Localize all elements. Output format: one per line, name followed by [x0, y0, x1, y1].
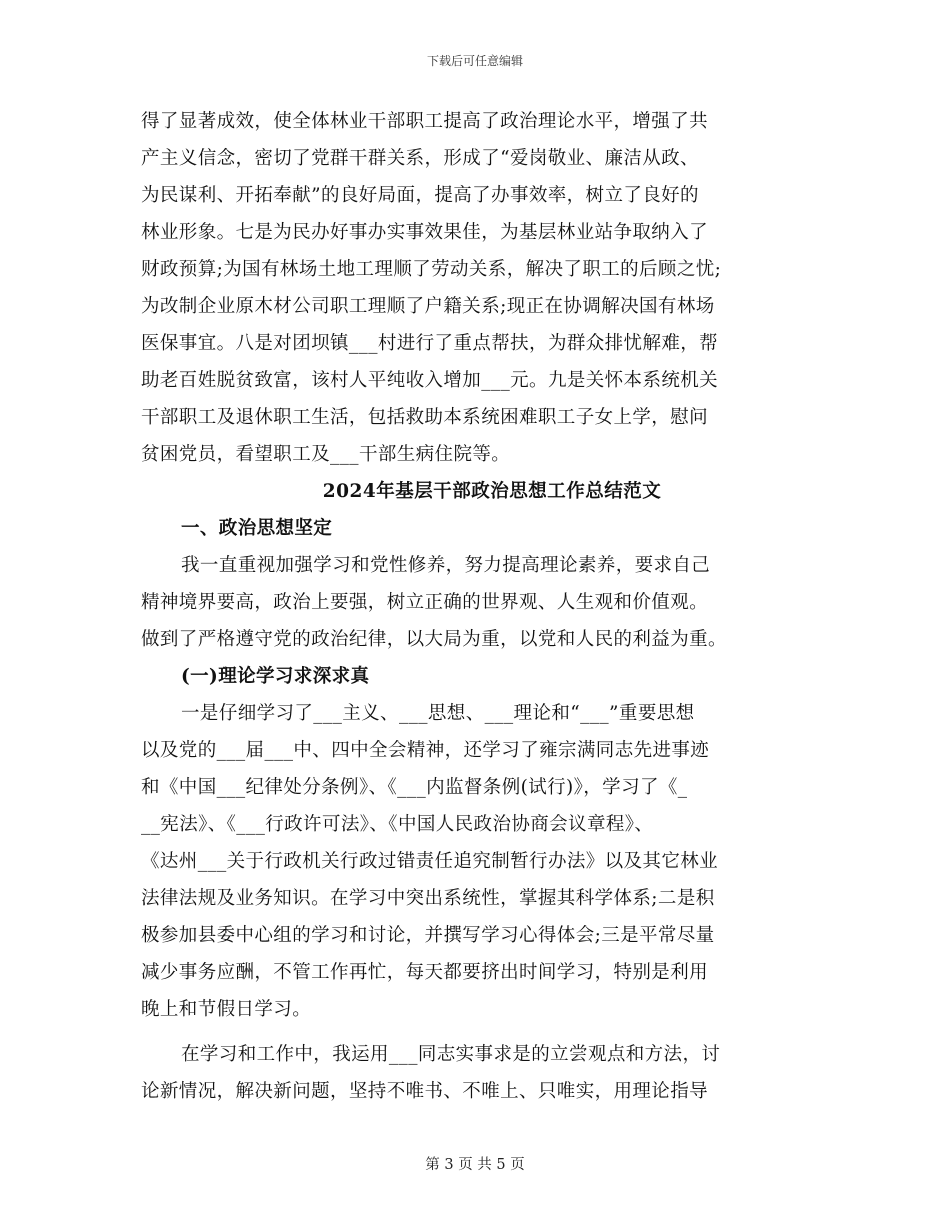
paragraph-gap: [141, 1028, 813, 1036]
document-body: [141, 103, 813, 1110]
body-line: 在学习和工作中，我运用___同志实事求是的立尝观点和方法，讨: [181, 1044, 721, 1065]
body-line: 论新情况，解决新问题，坚持不唯书、不唯上、只唯实，用理论指导: [141, 1081, 709, 1102]
body-line: 晚上和节假日学习。: [141, 999, 312, 1020]
body-line: 我一直重视加强学习和党性修养，努力提高理论素养，要求自己: [181, 555, 711, 576]
body-line: 得了显著成效，使全体林业干部职工提高了政治理论水平，增强了共: [141, 111, 709, 132]
body-line: 《达州___关于行政机关行政过错责任追究制暂行办法》以及其它林业: [141, 851, 719, 872]
body-line: 极参加县委中心组的学习和讨论，并撰写学习心得体会;三是平常尽量: [141, 925, 715, 946]
body-line: 以及党的___届___中、四中全会精神，还学习了雍宗满同志先进事迹: [141, 740, 710, 761]
body-line: 林业形象。七是为民办好事办实事效果佳，为基层林业站争取纳入了: [141, 222, 709, 243]
section-title: 2024年基层干部政治思想工作总结范文: [322, 481, 662, 502]
body-line: 做到了严格遵守党的政治纪律，以大局为重，以党和人民的利益为重。: [141, 629, 727, 650]
body-line: 贫困党员，看望职工及___干部生病住院等。: [141, 444, 511, 465]
body-line: 减少事务应酬，不管工作再忙，每天都要挤出时间学习，特别是利用: [141, 962, 709, 983]
body-line: 干部职工及退休职工生活，包括救助本系统困难职工子女上学，慰问: [141, 407, 709, 428]
body-line: 财政预算;为国有林场土地工理顺了劳动关系，解决了职工的后顾之忧;: [141, 259, 722, 280]
page-number: 第 3 页 共 5 页: [425, 1157, 525, 1173]
body-line: 为改制企业原木材公司职工理顺了户籍关系;现正在协调解决国有林场: [141, 296, 715, 317]
subheading-theory-study: (一)理论学习求深求真: [181, 666, 370, 687]
body-line: 助老百姓脱贫致富，该村人平纯收入增加___元。九是关怀本系统机关: [141, 370, 719, 391]
body-line: 法律法规及业务知识。在学习中突出系统性，掌握其科学体系;二是积: [141, 888, 715, 909]
body-line: __宪法》、《___行政许可法》、《中国人民政治协商会议章程》、: [141, 814, 654, 835]
body-line: 和《中国___纪律处分条例》、《___内监督条例(试行)》，学习了《_: [141, 777, 688, 798]
body-line: 医保事宜。八是对团坝镇___村进行了重点帮扶，为群众排忧解难，帮: [141, 333, 719, 354]
body-line: 一是仔细学习了___主义、___思想、___理论和“___”重要思想: [181, 703, 695, 724]
page-header-note: 下载后可任意编辑: [426, 54, 523, 68]
body-line: 精神境界要高，政治上要强，树立正确的世界观、人生观和价值观。: [141, 592, 709, 613]
heading-political-thought: 一、政治思想坚定: [181, 518, 333, 539]
body-line: 产主义信念，密切了党群干群关系，形成了“爱岗敬业、廉洁从政、: [141, 148, 699, 169]
body-line: 为民谋利、开拓奉献”的良好局面，提高了办事效率，树立了良好的: [141, 185, 699, 206]
